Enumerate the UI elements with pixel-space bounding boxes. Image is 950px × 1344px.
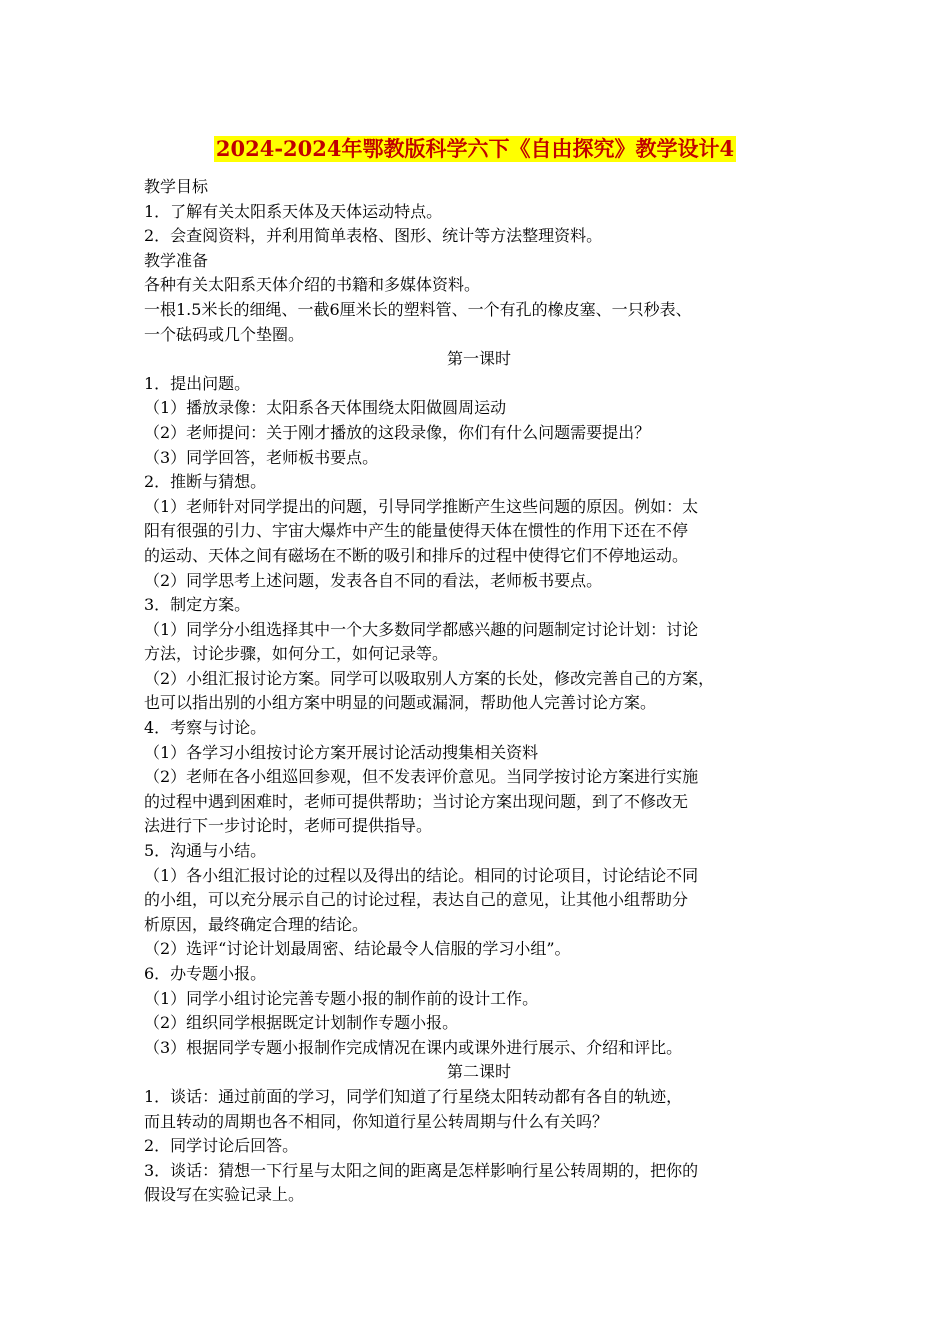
paragraph-line: （3）同学回答，老师板书要点。 [144, 447, 379, 467]
prep-item: 各种有关太阳系天体介绍的书籍和多媒体资料。 [144, 275, 481, 295]
section-heading-lesson-2: 第二课时 [446, 1062, 511, 1082]
paragraph-line: （3）根据同学专题小报制作完成情况在课内或课外进行展示、介绍和评比。 [144, 1037, 683, 1057]
paragraph-line: 3．谈话：猜想一下行星与太阳之间的距离是怎样影响行星公转周期的，把你的 [144, 1160, 699, 1180]
document-body [144, 175, 814, 1208]
paragraph-line: 2．推断与猜想。 [144, 472, 267, 492]
paragraph-line: （1）各学习小组按讨论方案开展讨论活动搜集相关资料 [144, 742, 539, 762]
section-heading-lesson-1: 第一课时 [446, 349, 511, 369]
paragraph-line: 阳有很强的引力、宇宙大爆炸中产生的能量使得天体在惯性的作用下还在不停 [144, 521, 689, 541]
paragraph-line: （2）老师在各小组巡回参观，但不发表评价意见。当同学按讨论方案进行实施 [144, 767, 699, 787]
paragraph-line: （2）老师提问：关于刚才播放的这段录像，你们有什么问题需要提出？ [144, 422, 651, 442]
prep-item: 一根1.5米长的细绳、一截6厘米长的塑料管、一个有孔的橡皮塞、一只秒表、 [144, 299, 692, 319]
paragraph-line: 也可以指出别的小组方案中明显的问题或漏洞，帮助他人完善讨论方案。 [144, 693, 657, 713]
paragraph-line: 而且转动的周期也各不相同，你知道行星公转周期与什么有关吗？ [144, 1111, 609, 1131]
paragraph-line: 的小组，可以充分展示自己的讨论过程，表达自己的意见，让其他小组帮助分 [144, 890, 689, 910]
title-wrap [0, 136, 950, 162]
paragraph-line: 析原因，最终确定合理的结论。 [144, 914, 369, 934]
paragraph-line: （2）组织同学根据既定计划制作专题小报。 [144, 1013, 459, 1033]
paragraph-line: （2）小组汇报讨论方案。同学可以吸取别人方案的长处，修改完善自己的方案， [144, 668, 715, 688]
paragraph-line: 3．制定方案。 [144, 595, 251, 615]
document-title: 2024-2024年鄂教版科学六下《自由探究》教学设计4 [215, 136, 735, 161]
paragraph-line: （2）选评“讨论计划最周密、结论最令人信服的学习小组”。 [144, 939, 571, 959]
paragraph-line: （1）各小组汇报讨论的过程以及得出的结论。相同的讨论项目，讨论结论不同 [144, 865, 699, 885]
paragraph-line: 1．谈话：通过前面的学习，同学们知道了行星绕太阳转动都有各自的轨迹， [144, 1086, 683, 1106]
paragraph-line: 假设写在实验记录上。 [144, 1185, 305, 1205]
paragraph-line: 1．提出问题。 [144, 373, 251, 393]
prep-item: 一个砝码或几个垫圈。 [144, 324, 305, 344]
heading-teaching-prep: 教学准备 [144, 250, 209, 270]
paragraph-line: 5．沟通与小结。 [144, 841, 267, 861]
paragraph-line: （1）老师针对同学提出的问题，引导同学推断产生这些问题的原因。例如：太 [144, 496, 699, 516]
paragraph-line: 2．同学讨论后回答。 [144, 1136, 299, 1156]
heading-teaching-goals: 教学目标 [144, 177, 209, 196]
paragraph-line: 的运动、天体之间有磁场在不断的吸引和排斥的过程中使得它们不停地运动。 [144, 545, 689, 565]
paragraph-line: 的过程中遇到困难时，老师可提供帮助；当讨论方案出现问题，到了不修改无 [144, 791, 689, 811]
paragraph-line: 方法，讨论步骤，如何分工，如何记录等。 [144, 644, 449, 664]
paragraph-line: （1）同学小组讨论完善专题小报的制作前的设计工作。 [144, 988, 539, 1008]
paragraph-line: 4．考察与讨论。 [144, 718, 267, 738]
paragraph-line: 法进行下一步讨论时，老师可提供指导。 [144, 816, 433, 836]
paragraph-line: （1）同学分小组选择其中一个大多数同学都感兴趣的问题制定讨论计划：讨论 [144, 619, 699, 639]
goal-item: 1．了解有关太阳系天体及天体运动特点。 [144, 201, 443, 221]
paragraph-line: （1）播放录像：太阳系各天体围绕太阳做圆周运动 [144, 398, 507, 418]
goal-item: 2．会查阅资料，并利用简单表格、图形、统计等方法整理资料。 [144, 226, 603, 246]
paragraph-line: 6．办专题小报。 [144, 964, 267, 983]
paragraph-line: （2）同学思考上述问题，发表各自不同的看法，老师板书要点。 [144, 570, 603, 590]
